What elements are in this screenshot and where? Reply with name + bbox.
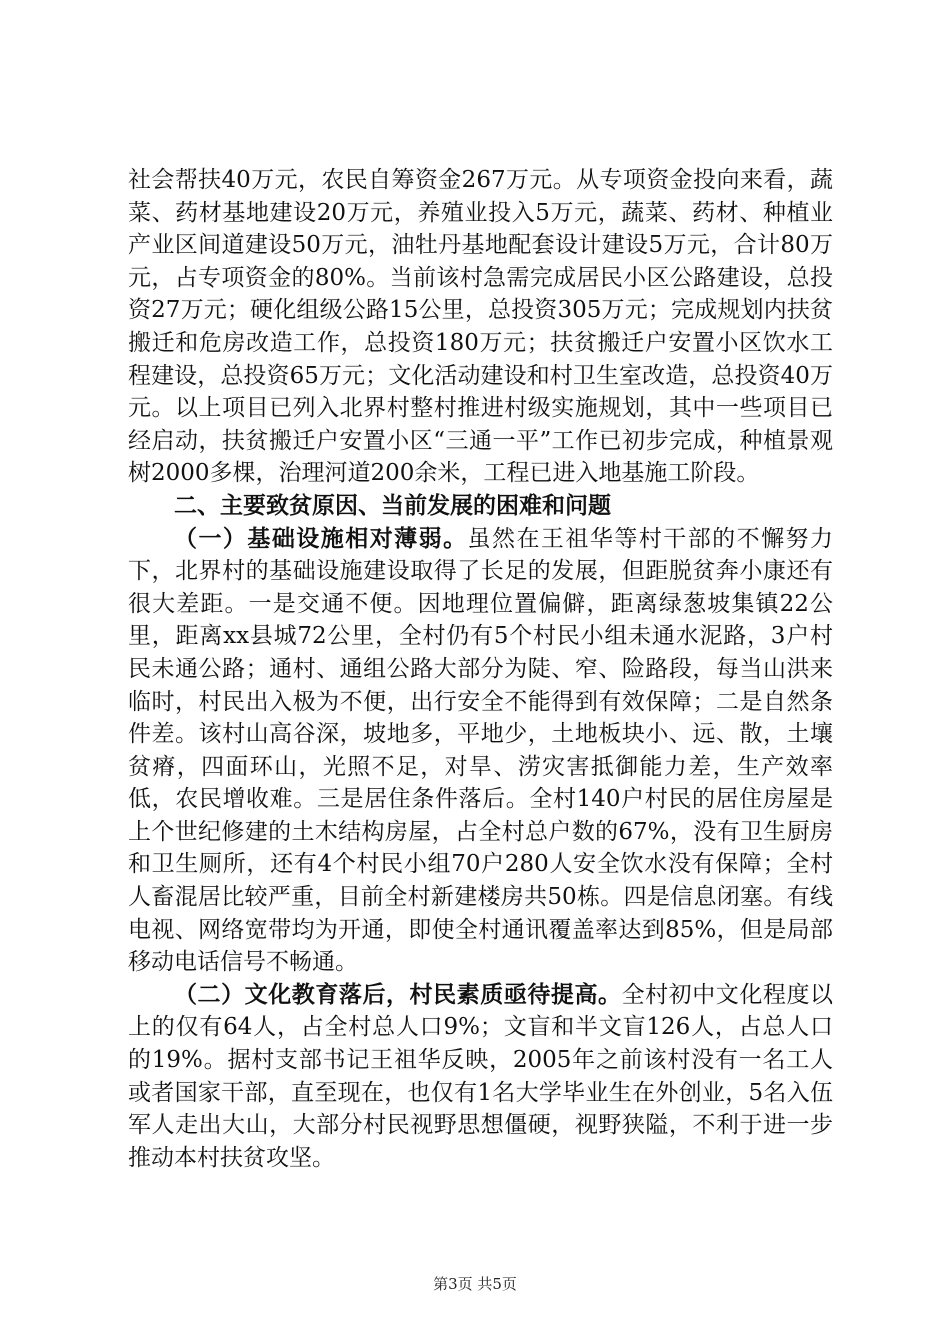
page-footer <box>0 1273 950 1294</box>
subheading-infrastructure: （一）基础设施相对薄弱。 <box>174 524 468 552</box>
page-number-label: 第3页 共5页 <box>433 1275 517 1293</box>
document-body <box>128 164 833 1174</box>
section-heading-2-text: 二、主要致贫原因、当前发展的困难和问题 <box>174 491 611 519</box>
paragraph-funding <box>128 164 833 490</box>
paragraph-funding-text: 社会帮扶40万元，农民自筹资金267万元。从专项资金投向来看，蔬菜、药材基地建设20万元，养殖业投入5万元，蔬菜、药材、种植业产业区间道建设50万元，油牡丹基地配套设计建设5万元，合计80万元，占专项资金的80%。当前该村急需完成居民小区公路建设，总投资27万元；硬化组级公路15公里，总投资305万元；完成规划内扶贫搬迁和危房改造工作，总投资180万元；扶贫搬迁户安置小区饮水工程建设，总投资65万元；文化活动建设和村卫生室改造，总投资40万元。以上项目已列入北界村整村推进村级实施规划，其中一些项目已经启动，扶贫搬迁户安置小区“三通一平”工作已初步完成，种植景观树2000多棵，治理河道200余米，工程已进入地基施工阶段。 <box>128 167 833 487</box>
paragraph-infrastructure-text: 虽然在王祖华等村干部的不懈努力下，北界村的基础设施建设取得了长足的发展，但距脱贫奔小康还有很大差距。一是交通不便。因地理位置偏僻，距离绿葱坡集镇22公里，距离xx县城72公里，全村仍有5个村民小组未通水泥路，3户村民未通公路；通村、通组公路大部分为陡、窄、险路段，每当山洪来临时，村民出入极为不便，出行安全不能得到有效保障；二是自然条件差。该村山高谷深，坡地多，平地少，土地板块小、远、散，土壤贫瘠，四面环山，光照不足，对旱、涝灾害抵御能力差，生产效率低，农民增收难。三是居住条件落后。全村140户村民的居住房屋是上个世纪修建的土木结构房屋，占全村总户数的67%，没有卫生厨房和卫生厕所，还有4个村民小组70户280人安全饮水没有保障；全村人畜混居比较严重，目前全村新建楼房共50栋。四是信息闭塞。有线电视、网络宽带均为开通，即使全村通讯覆盖率达到85%，但是局部移动电话信号不畅通。 <box>128 525 834 976</box>
paragraph-infrastructure <box>128 523 833 979</box>
section-heading-2 <box>128 490 833 523</box>
subheading-education: （二）文化教育落后，村民素质亟待提高。 <box>174 980 622 1008</box>
paragraph-education-text: 全村初中文化程度以上的仅有64人，占全村总人口9%；文盲和半文盲126人，占总人口的19%。据村支部书记王祖华反映，2005年之前该村没有一名工人或者国家干部，直至现在，也仅有1名大学毕业生在外创业，5名入伍军人走出大山，大部分村民视野思想僵硬，视野狭隘，不利于进一步推动本村扶贫攻坚。 <box>128 981 834 1171</box>
paragraph-education <box>128 979 833 1175</box>
